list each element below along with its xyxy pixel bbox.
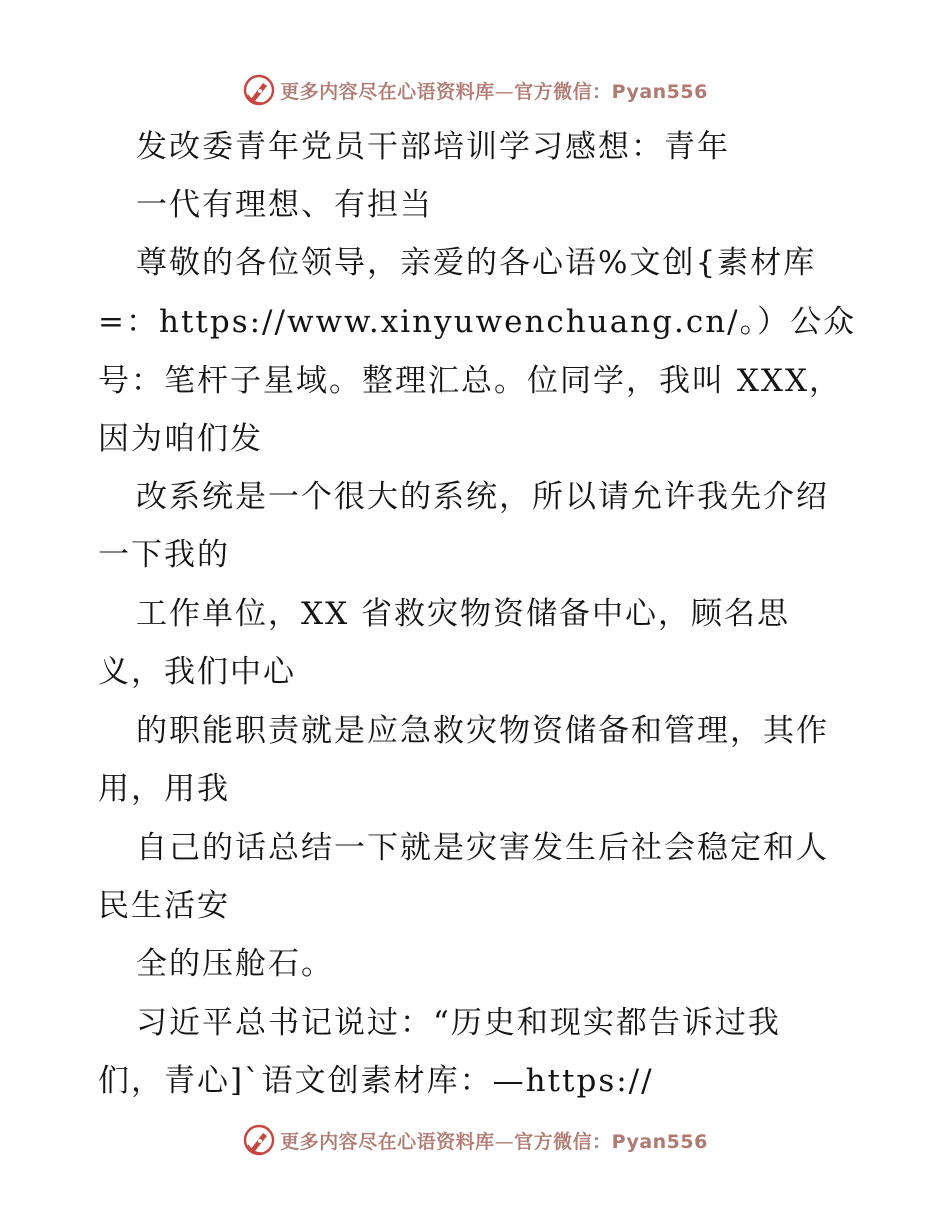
banner-separator: — — [494, 1130, 515, 1153]
banner-title: 更多内容尽在心语资料库 — [280, 1130, 495, 1153]
banner-text — [280, 1127, 708, 1154]
text-line: 一代有理想、有担当 — [136, 187, 433, 223]
text-line: =：https://www.xinyuwenchuang.cn/。）公众 — [98, 304, 857, 340]
text-line: 的职能职责就是应急救灾物资储备和管理，其作 — [136, 713, 829, 749]
text-line: 习近平总书记说过：“历史和现实都告诉过我 — [136, 1005, 781, 1041]
text-line: 全的压舱石。 — [136, 946, 334, 982]
text-line: 尊敬的各位领导，亲爱的各心语%文创{素材库 — [136, 245, 817, 281]
text-line: 们，青心]`语文创素材库：—https:// — [98, 1063, 654, 1099]
banner-title: 更多内容尽在心语资料库 — [280, 80, 495, 103]
text-line: 改系统是一个很大的系统，所以请允许我先介绍 — [136, 479, 829, 515]
banner-contact: 官方微信：Pyan556 — [514, 80, 708, 103]
text-line: 义，我们中心 — [98, 654, 296, 690]
text-line: 自己的话总结一下就是灾害发生后社会稳定和人 — [136, 830, 829, 866]
pen-nib-logo-icon — [242, 1123, 276, 1157]
text-line: 号：笔杆子星域。整理汇总。位同学，我叫 XXX， — [98, 363, 843, 399]
banner-separator: — — [494, 80, 515, 103]
text-line: 一下我的 — [98, 537, 230, 573]
text-line: 用，用我 — [98, 771, 230, 807]
text-line: 因为咱们发 — [98, 421, 263, 457]
text-line: 工作单位，XX 省救灾物资储备中心，顾名思 — [136, 596, 790, 632]
text-line: 发改委青年党员干部培训学习感想：青年 — [136, 129, 730, 165]
footer-watermark-banner — [0, 1120, 950, 1160]
banner-contact: 官方微信：Pyan556 — [514, 1130, 708, 1153]
text-line: 民生活安 — [98, 888, 230, 924]
